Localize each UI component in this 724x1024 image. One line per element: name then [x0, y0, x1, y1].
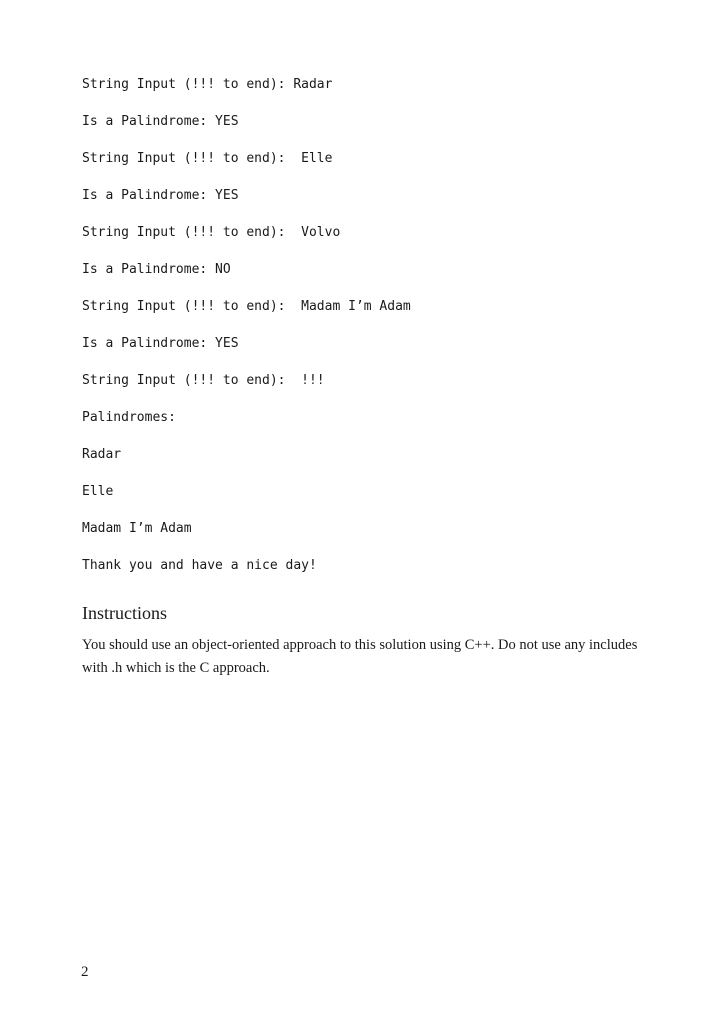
console-line: String Input (!!! to end): Volvo: [82, 225, 341, 240]
console-line: String Input (!!! to end): Madam I’m Adam: [82, 299, 411, 314]
page-number: 2: [81, 964, 89, 980]
console-line: Palindromes:: [82, 410, 176, 425]
console-line: Is a Palindrome: YES: [82, 336, 239, 351]
console-line: Is a Palindrome: NO: [82, 262, 231, 277]
console-line: String Input (!!! to end): Radar: [82, 77, 333, 92]
console-line: Thank you and have a nice day!: [82, 558, 317, 573]
console-line: Elle: [82, 484, 114, 499]
console-line: Is a Palindrome: YES: [82, 188, 239, 203]
console-line: Radar: [82, 447, 122, 462]
instructions-paragraph: You should use an object-oriented approach to this solution using C++. Do not use any includes with .h which is the C approach.: [82, 637, 638, 676]
sample-console-output: [82, 76, 682, 594]
console-line: Madam I’m Adam: [82, 521, 192, 536]
console-line: String Input (!!! to end): !!!: [82, 373, 325, 388]
console-line: Is a Palindrome: YES: [82, 114, 239, 129]
console-line: String Input (!!! to end): Elle: [82, 151, 333, 166]
instructions-heading: Instructions: [82, 603, 167, 623]
